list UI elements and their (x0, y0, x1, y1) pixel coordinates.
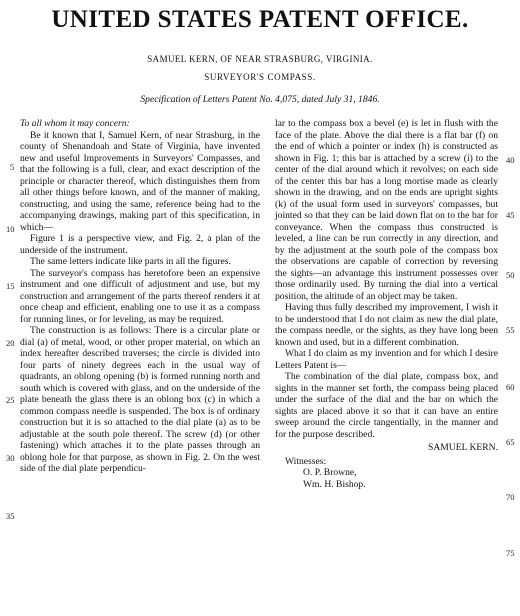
paragraph: Figure 1 is a perspective view, and Fig. 2, a plan of the underside of the instrument. (20, 233, 260, 256)
signature: SAMUEL KERN. (428, 442, 498, 453)
inventor-line: SAMUEL KERN, OF NEAR STRASBURG, VIRGINIA. (147, 54, 373, 64)
line-number: 40 (506, 155, 515, 165)
paragraph: lar to the compass box a bevel (e) is let in flush with the face of the plate. Above the dial there is a flat bar (f) on the end of which a pointer or index (h) is constructed as shown in Fig. 1; this bar is attached by a screw (i) to the center of the dial around which it revolves; on each side of the center this bar has a long mortise made as clearly shown in the drawing, and on the ends are upright sights (k) of the usual form used in surveyors' compasses, but jointed so that they can be laid down flat on to the bar for conveyance. When the compass thus constructed is leveled, a line can be run correctly in any direction, and by the adjustment at the south pole of the compass box the observations are capable of correction by reversing the sights—an advantage this instrument possesses over those ordinarily used. By turning the dial into a vertical position, the altitude of an object may be taken. (275, 118, 498, 302)
line-number: 25 (6, 395, 15, 405)
salutation: To all whom it may concern: (20, 118, 130, 129)
paragraph: Be it known that I, Samuel Kern, of near Strasburg, in the county of Shenandoah and State of Virginia, have invented new and useful Improvements in Surveyors' Compasses, and that the following is a full, clear, and exact description of the principle or character thereof, which distinguishes them from all other things before known, and of the manner of making, constructing, and using the same, reference being had to the accompanying drawings, making part of this specification, in which— (20, 129, 260, 233)
witness-name: O. P. Browne, (303, 467, 357, 478)
line-number: 50 (506, 270, 515, 280)
line-number: 70 (506, 492, 515, 502)
line-number: 20 (6, 338, 15, 348)
line-number: 35 (6, 511, 15, 521)
line-number: 10 (6, 224, 15, 234)
office-title: UNITED STATES PATENT OFFICE. (51, 6, 469, 33)
left-column (20, 118, 260, 475)
paragraph: What I do claim as my invention and for which I desire Letters Patent is— (275, 348, 498, 371)
paragraph: The construction is as follows: There is a circular plate or dial (a) of metal, wood, or other proper material, on which an index hereafter described traverses; the circle is divided into four parts of ninety degrees each in the usual way of quadrants, an oblong opening (b) is formed running north and south which is covered with glass, and on the underside of the plate beneath the glass there is an oblong box (c) in which a common compass needle is suspended. The box is of ordinary construction but it is so attached to the dial plate (a) as to be adjustable at the south pole thereof. The screw (d) (or other fastening) which attaches it to the plate passes through an oblong hole for that purpose, as shown in Fig. 2. On the west side of the dial plate perpendicu- (20, 325, 260, 474)
line-number: 75 (506, 548, 515, 558)
witnesses-label: Witnesses: (285, 455, 327, 467)
line-number: 55 (506, 325, 515, 335)
paragraph: The surveyor's compass has heretofore been an expensive instrument and one difficult of adjustment and use, but my construction and arrangement of the parts thereof renders it at once cheap and efficient, enabling one to use it as a compass for running lines, or for leveling, as may be required. (20, 267, 260, 325)
witness-name: Wm. H. Bishop. (303, 478, 366, 490)
line-number: 65 (506, 437, 515, 447)
line-number: 5 (10, 162, 15, 172)
witness-block (275, 456, 498, 491)
specification-line: Specification of Letters Patent No. 4,075, dated July 31, 1846. (140, 94, 380, 105)
line-number: 45 (506, 210, 515, 220)
paragraph: Having thus fully described my improvement, I wish it to be understood that I do not claim as new the dial plate, the compass needle, or the sights, as they have long been known and used, but in a different combination. (275, 302, 498, 348)
line-number: 15 (6, 281, 15, 291)
line-number: 30 (6, 453, 15, 463)
paragraph: The same letters indicate like parts in all the figures. (30, 256, 231, 267)
invention-heading: SURVEYOR'S COMPASS. (204, 72, 316, 82)
right-column (275, 118, 498, 490)
line-number: 60 (506, 382, 515, 392)
paragraph: The combination of the dial plate, compass box, and sights in the manner set forth, the compass being placed under the surface of the dial and the bar on which the sights are placed above it so that it can have an entire sweep around the circle tangentially, in the manner and for the purpose described. (275, 371, 498, 440)
